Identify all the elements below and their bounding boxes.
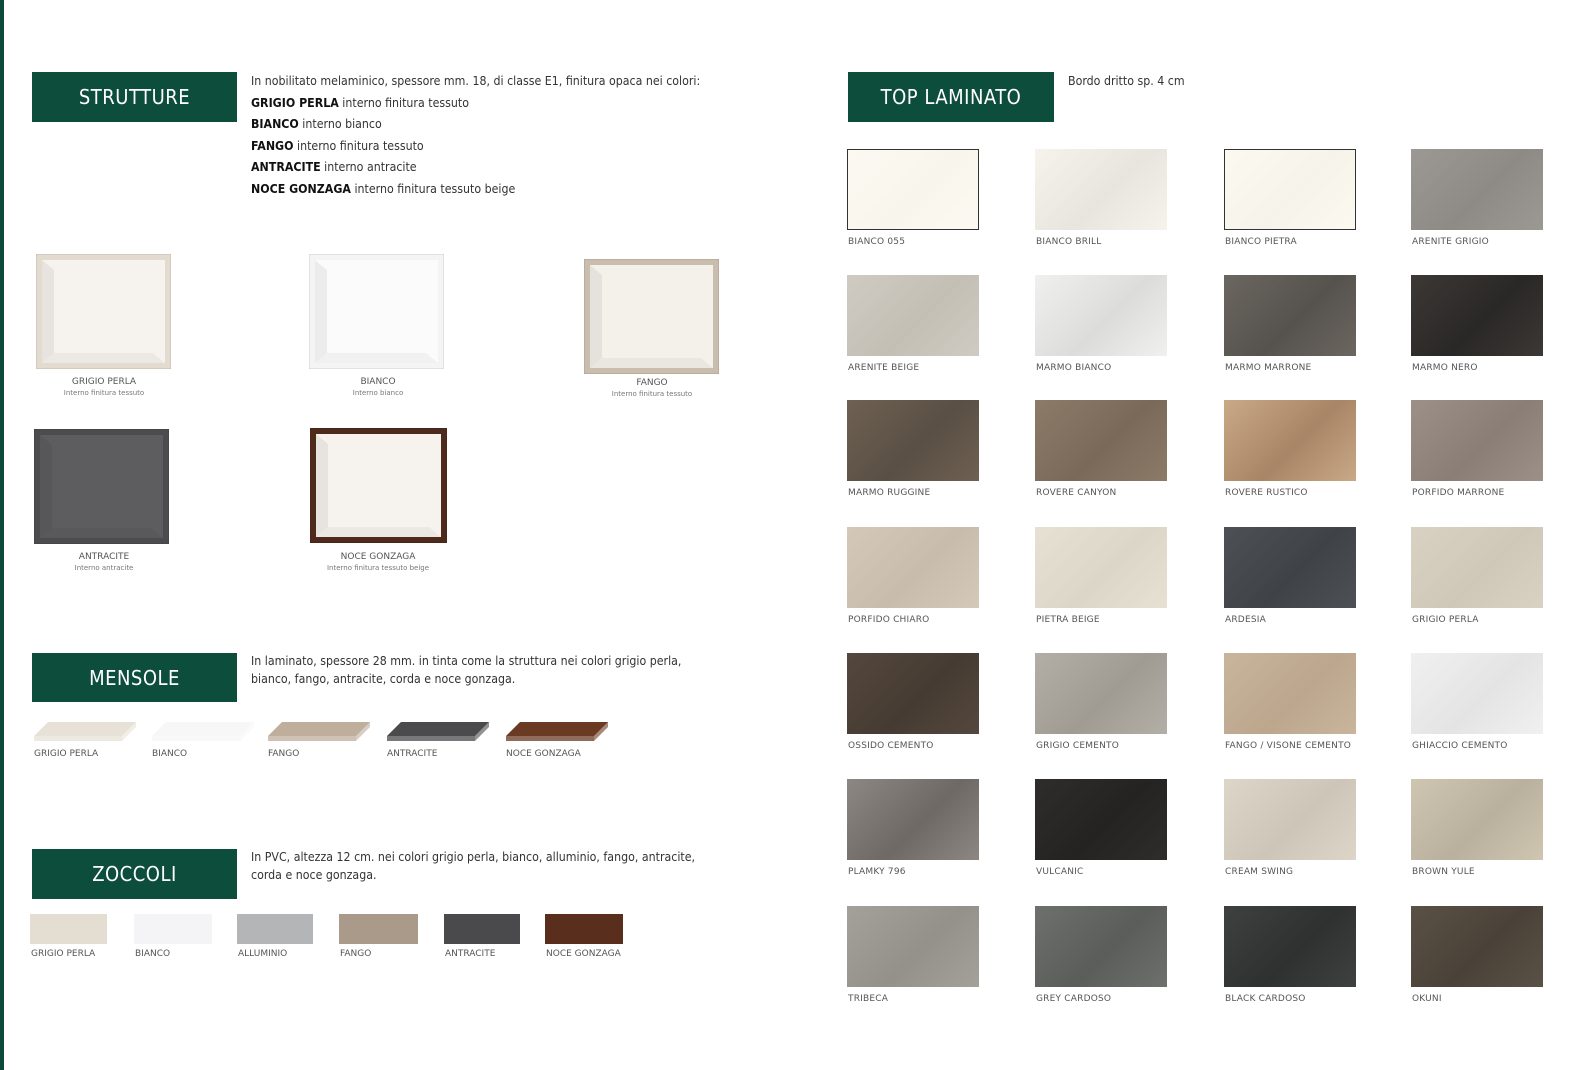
shelf-top-face — [34, 722, 136, 736]
laminate-swatch — [1224, 653, 1356, 734]
strutture-color-name: BIANCO — [251, 117, 299, 131]
cabinet-color-name: GRIGIO PERLA — [71, 377, 137, 387]
cabinet-drawing — [309, 254, 444, 369]
zoccoli-title: ZOCCOLI — [92, 862, 177, 886]
cabinet-color-name: FANGO — [636, 378, 668, 388]
cabinet-grigio-perla — [36, 254, 171, 369]
cabinet-fango — [584, 259, 719, 374]
strutture-intro: In nobilitato melaminico, spessore mm. 18, di classe E1, finitura opaca nei colori: — [251, 74, 701, 88]
left-edge-bar — [0, 0, 4, 1070]
cabinet-interior — [40, 435, 163, 538]
plinth-label: NOCE GONZAGA — [546, 949, 621, 959]
laminate-swatch-label: BROWN YULE — [1412, 867, 1475, 877]
shelf-front-face — [506, 736, 594, 741]
cabinet-inner-side — [316, 434, 328, 537]
strutture-color-line — [251, 179, 700, 201]
mensole-title: MENSOLE — [89, 665, 180, 690]
shelf-drawing — [268, 722, 370, 742]
cabinet-inner-side — [315, 260, 327, 363]
laminate-swatch-label: ARDESIA — [1225, 615, 1266, 625]
cabinet-inner-bottom — [42, 353, 165, 363]
cabinet-interior — [316, 434, 441, 537]
laminate-swatch-label: PORFIDO CHIARO — [848, 615, 930, 625]
plinth-label: GRIGIO PERLA — [31, 949, 96, 959]
shelf-swatch — [34, 722, 134, 740]
strutture-color-name: ANTRACITE — [251, 160, 321, 174]
strutture-color-name: FANGO — [251, 138, 294, 153]
cabinet-label — [612, 377, 692, 399]
shelf-swatch — [268, 722, 368, 740]
laminate-swatch — [847, 653, 979, 734]
cabinet-drawing — [310, 428, 447, 543]
strutture-color-line — [251, 93, 700, 115]
laminate-swatch — [1224, 906, 1356, 987]
strutture-color-interior: interno finitura tessuto — [338, 95, 469, 110]
laminate-swatch-label: BIANCO 055 — [848, 237, 906, 247]
laminate-swatch-label: BIANCO PIETRA — [1225, 237, 1297, 247]
strutture-color-line — [251, 157, 700, 179]
cabinet-drawing — [584, 259, 719, 374]
cabinet-color-name: NOCE GONZAGA — [340, 552, 416, 562]
shelf-front-face — [268, 736, 356, 741]
laminate-swatch — [847, 527, 979, 608]
laminate-swatch — [1035, 653, 1167, 734]
top-laminato-banner — [848, 72, 1054, 122]
laminate-swatch — [847, 149, 979, 230]
cabinet-inner-side — [42, 260, 54, 363]
shelf-top-face — [268, 722, 370, 736]
cabinet-label — [75, 551, 134, 573]
laminate-swatch — [1411, 653, 1543, 734]
cabinet-inner-bottom — [316, 527, 441, 537]
cabinet-interior-note: Interno bianco — [352, 389, 404, 397]
laminate-swatch — [1035, 275, 1167, 356]
laminate-swatch — [1411, 149, 1543, 230]
strutture-color-interior: interno bianco — [298, 117, 382, 131]
laminate-swatch-label: PIETRA BEIGE — [1036, 615, 1100, 625]
plinth-swatch — [444, 914, 520, 944]
laminate-swatch — [1411, 906, 1543, 987]
plinth-swatch — [545, 914, 623, 944]
laminate-swatch — [1035, 149, 1167, 230]
shelf-front-face — [387, 736, 475, 741]
strutture-banner — [32, 72, 237, 122]
laminate-swatch — [1224, 149, 1356, 230]
laminate-swatch — [1035, 906, 1167, 987]
shelf-swatch — [506, 722, 606, 740]
laminate-swatch-label: ROVERE RUSTICO — [1225, 488, 1308, 498]
cabinet-inner-side — [40, 435, 52, 538]
mensole-desc-line-2: bianco, fango, antracite, corda e noce gonzaga. — [251, 672, 516, 686]
plinth-label: ALLUMINIO — [238, 949, 288, 959]
strutture-color-interior: interno antracite — [320, 160, 417, 174]
mensole-desc-line-1: In laminato, spessore 28 mm. in tinta come la struttura nei colori grigio perla, — [251, 654, 682, 668]
laminate-swatch — [1224, 527, 1356, 608]
plinth-label: BIANCO — [135, 949, 171, 959]
shelf-drawing — [387, 722, 489, 742]
laminate-swatch-label: ARENITE GRIGIO — [1412, 237, 1489, 247]
cabinet-label — [353, 376, 404, 398]
shelf-label: BIANCO — [152, 749, 188, 759]
shelf-swatch — [387, 722, 487, 740]
laminate-swatch-label: GRIGIO PERLA — [1412, 615, 1479, 625]
zoccoli-banner — [32, 849, 237, 899]
mensole-banner — [32, 653, 237, 702]
shelf-top-face — [387, 722, 489, 736]
laminate-swatch — [1224, 779, 1356, 860]
cabinet-inner-bottom — [40, 528, 163, 538]
shelf-label: NOCE GONZAGA — [506, 749, 581, 759]
laminate-swatch — [1035, 779, 1167, 860]
laminate-swatch-label: ROVERE CANYON — [1036, 488, 1117, 498]
laminate-swatch-label: MARMO MARRONE — [1225, 363, 1312, 373]
laminate-swatch — [847, 275, 979, 356]
plinth-swatch — [30, 914, 107, 944]
laminate-swatch — [1411, 275, 1543, 356]
cabinet-inner-side — [590, 265, 602, 368]
laminate-swatch — [1035, 400, 1167, 481]
strutture-color-name: GRIGIO PERLA — [251, 95, 339, 110]
strutture-title: STRUTTURE — [78, 85, 191, 109]
laminate-swatch — [847, 906, 979, 987]
cabinet-interior — [42, 260, 165, 363]
plinth-swatch — [237, 914, 313, 944]
laminate-swatch — [847, 400, 979, 481]
shelf-front-face — [34, 736, 122, 741]
cabinet-antracite — [34, 429, 169, 544]
laminate-swatch-label: PLAMKY 796 — [848, 867, 906, 877]
laminate-swatch-label: GREY CARDOSO — [1036, 994, 1112, 1004]
laminate-swatch — [1224, 400, 1356, 481]
cabinet-label — [64, 376, 144, 398]
laminate-swatch-label: OSSIDO CEMENTO — [848, 741, 934, 751]
laminate-swatch-label: CREAM SWING — [1225, 867, 1294, 877]
laminate-swatch-label: TRIBECA — [848, 994, 889, 1004]
shelf-label: FANGO — [268, 749, 300, 759]
cabinet-interior — [590, 265, 713, 368]
shelf-drawing — [34, 722, 136, 742]
laminate-swatch-label: MARMO BIANCO — [1036, 363, 1112, 373]
laminate-swatch-label: OKUNI — [1412, 994, 1442, 1004]
laminate-swatch-label: PORFIDO MARRONE — [1412, 488, 1505, 498]
top-laminato-title: TOP LAMINATO — [880, 85, 1022, 109]
laminate-swatch-label: MARMO RUGGINE — [848, 488, 931, 498]
strutture-color-line — [251, 114, 700, 136]
laminate-swatch-label: VULCANIC — [1036, 867, 1084, 877]
shelf-top-face — [506, 722, 608, 736]
cabinet-inner-bottom — [315, 353, 438, 363]
laminate-swatch — [1411, 779, 1543, 860]
plinth-swatch — [134, 914, 212, 944]
cabinet-label — [327, 551, 429, 573]
laminate-swatch — [1411, 527, 1543, 608]
laminate-swatch-label: BLACK CARDOSO — [1225, 994, 1306, 1004]
plinth-label: ANTRACITE — [445, 949, 496, 959]
cabinet-interior-note: Interno finitura tessuto — [63, 389, 145, 397]
laminate-swatch-label: BIANCO BRILL — [1036, 237, 1102, 247]
laminate-swatch-label: MARMO NERO — [1412, 363, 1478, 373]
laminate-swatch — [1224, 275, 1356, 356]
zoccoli-desc-line-2: corda e noce gonzaga. — [251, 868, 377, 882]
zoccoli-desc-line-1: In PVC, altezza 12 cm. nei colori grigio perla, bianco, alluminio, fango, antracite, — [251, 850, 696, 864]
shelf-drawing — [506, 722, 608, 742]
strutture-color-interior: interno finitura tessuto — [293, 138, 424, 153]
cabinet-inner-bottom — [590, 358, 713, 368]
laminate-swatch-label: ARENITE BEIGE — [848, 363, 920, 373]
plinth-label: FANGO — [340, 949, 372, 959]
laminate-swatch-label: FANGO / VISONE CEMENTO — [1225, 741, 1352, 751]
cabinet-interior — [315, 260, 438, 363]
plinth-swatch — [339, 914, 418, 944]
cabinet-drawing — [34, 429, 169, 544]
mensole-description — [251, 652, 681, 688]
cabinet-color-name: ANTRACITE — [78, 552, 130, 562]
laminate-swatch — [1035, 527, 1167, 608]
strutture-color-interior: interno finitura tessuto beige — [350, 181, 516, 196]
laminate-swatch — [1411, 400, 1543, 481]
laminate-swatch-label: GRIGIO CEMENTO — [1036, 741, 1119, 751]
cabinet-drawing — [36, 254, 171, 369]
shelf-front-face — [152, 736, 240, 741]
cabinet-interior-note: Interno antracite — [74, 564, 134, 572]
strutture-description — [251, 71, 700, 200]
cabinet-interior-note: Interno finitura tessuto — [611, 390, 693, 398]
cabinet-interior-note: Interno finitura tessuto beige — [326, 564, 430, 572]
shelf-drawing — [152, 722, 254, 742]
shelf-label: ANTRACITE — [387, 749, 438, 759]
zoccoli-description — [251, 848, 695, 884]
strutture-color-line — [251, 136, 700, 158]
shelf-label: GRIGIO PERLA — [34, 749, 99, 759]
shelf-swatch — [152, 722, 252, 740]
laminate-swatch — [847, 779, 979, 860]
cabinet-bianco — [309, 254, 444, 369]
laminate-swatch-label: GHIACCIO CEMENTO — [1412, 741, 1508, 751]
cabinet-noce-gonzaga — [310, 428, 447, 543]
top-laminato-description: Bordo dritto sp. 4 cm — [1068, 74, 1185, 88]
shelf-top-face — [152, 722, 254, 736]
strutture-color-name: NOCE GONZAGA — [251, 181, 351, 196]
cabinet-color-name: BIANCO — [360, 377, 396, 387]
